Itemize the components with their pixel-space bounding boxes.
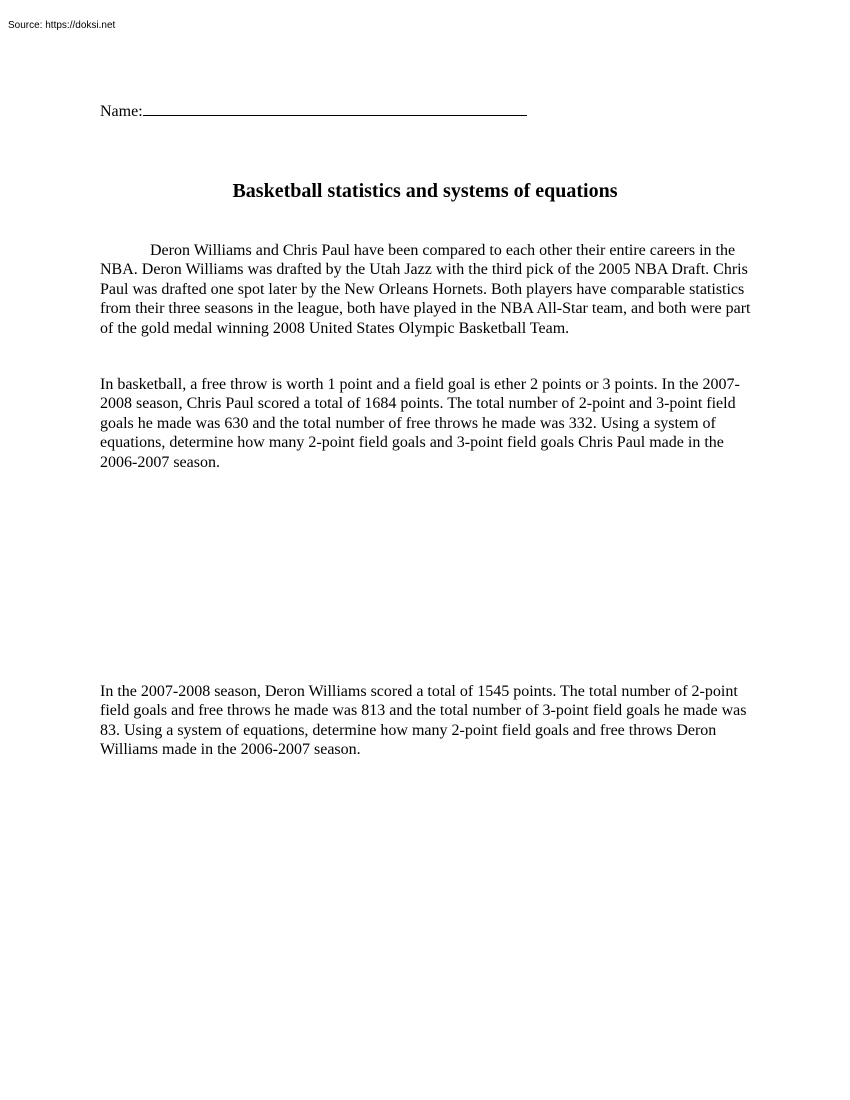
problem-chris-paul: In basketball, a free throw is worth 1 point and a field goal is ether 2 points or 3 points. In the 2007-2008 season, Chris Paul scored a total of 1684 points. The total number of 2-point and 3-point field goals he made was 630 and the total number of free throws he made was 332. Using a system of equations, determine how many 2-point field goals and 3-point field goals Chris Paul made in the 2006-2007 season. [100,376,740,471]
intro-paragraph: Deron Williams and Chris Paul have been compared to each other their entire careers in the NBA. Deron Williams was drafted by the Utah Jazz with the third pick of the 2005 NBA Draft. Chris Paul was drafted one spot later by the New Orleans Hornets. Both players have comparable statistics from their three seasons in the league, both have played in the NBA All-Star team, and both were part of the gold medal winning 2008 United States Olympic Basketball Team. [100,242,751,337]
document-title: Basketball statistics and systems of equations [232,180,618,202]
problem-deron-williams: In the 2007-2008 season, Deron Williams scored a total of 1545 points. The total number of 2-point field goals and free throws he made was 813 and the total number of 3-point field goals he made was 83. Using a system of equations, determine how many 2-point field goals and free throws Deron Williams made in the 2006-2007 season. [100,683,747,759]
name-blank-line[interactable] [143,101,527,116]
name-field [100,101,527,122]
name-label: Name: [100,103,143,120]
source-label: Source: https://doksi.net [8,20,116,31]
